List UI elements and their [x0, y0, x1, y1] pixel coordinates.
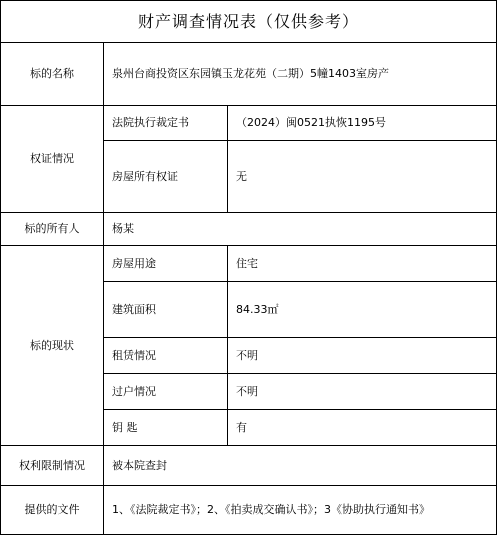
status-key-lease: 租赁情况 [104, 338, 228, 374]
status-value-keys: 有 [228, 410, 496, 446]
status-label: 标的现状 [1, 246, 104, 446]
rights-key-court-ruling: 法院执行裁定书 [104, 106, 228, 141]
status-value-usage: 住宅 [228, 246, 496, 282]
status-key-usage: 房屋用途 [104, 246, 228, 282]
table-title: 财产调查情况表（仅供参考） [1, 1, 496, 43]
owner-value: 杨某 [104, 213, 496, 246]
restriction-label: 权利限制情况 [1, 446, 104, 486]
documents-value: 1、《法院裁定书》；2、《拍卖成交确认书》；3《协助执行通知书》 [112, 503, 430, 516]
status-value-lease: 不明 [228, 338, 496, 374]
status-key-area: 建筑面积 [104, 282, 228, 338]
rights-key-ownership-cert: 房屋所有权证 [104, 141, 228, 213]
subject-name-value: 泉州台商投资区东园镇玉龙花苑（二期）5幢1403室房产 [104, 43, 496, 106]
status-key-keys: 钥 匙 [104, 410, 228, 446]
status-value-transfer: 不明 [228, 374, 496, 410]
status-key-transfer: 过户情况 [104, 374, 228, 410]
restriction-value: 被本院查封 [104, 446, 496, 486]
subject-name-label: 标的名称 [1, 43, 104, 106]
owner-label: 标的所有人 [1, 213, 104, 246]
rights-value-court-ruling: （2024）闽0521执恢1195号 [228, 106, 496, 141]
rights-value-ownership-cert: 无 [228, 141, 496, 213]
rights-label: 权证情况 [1, 106, 104, 213]
documents-label: 提供的文件 [1, 486, 104, 534]
status-value-area: 84.33㎡ [228, 282, 496, 338]
